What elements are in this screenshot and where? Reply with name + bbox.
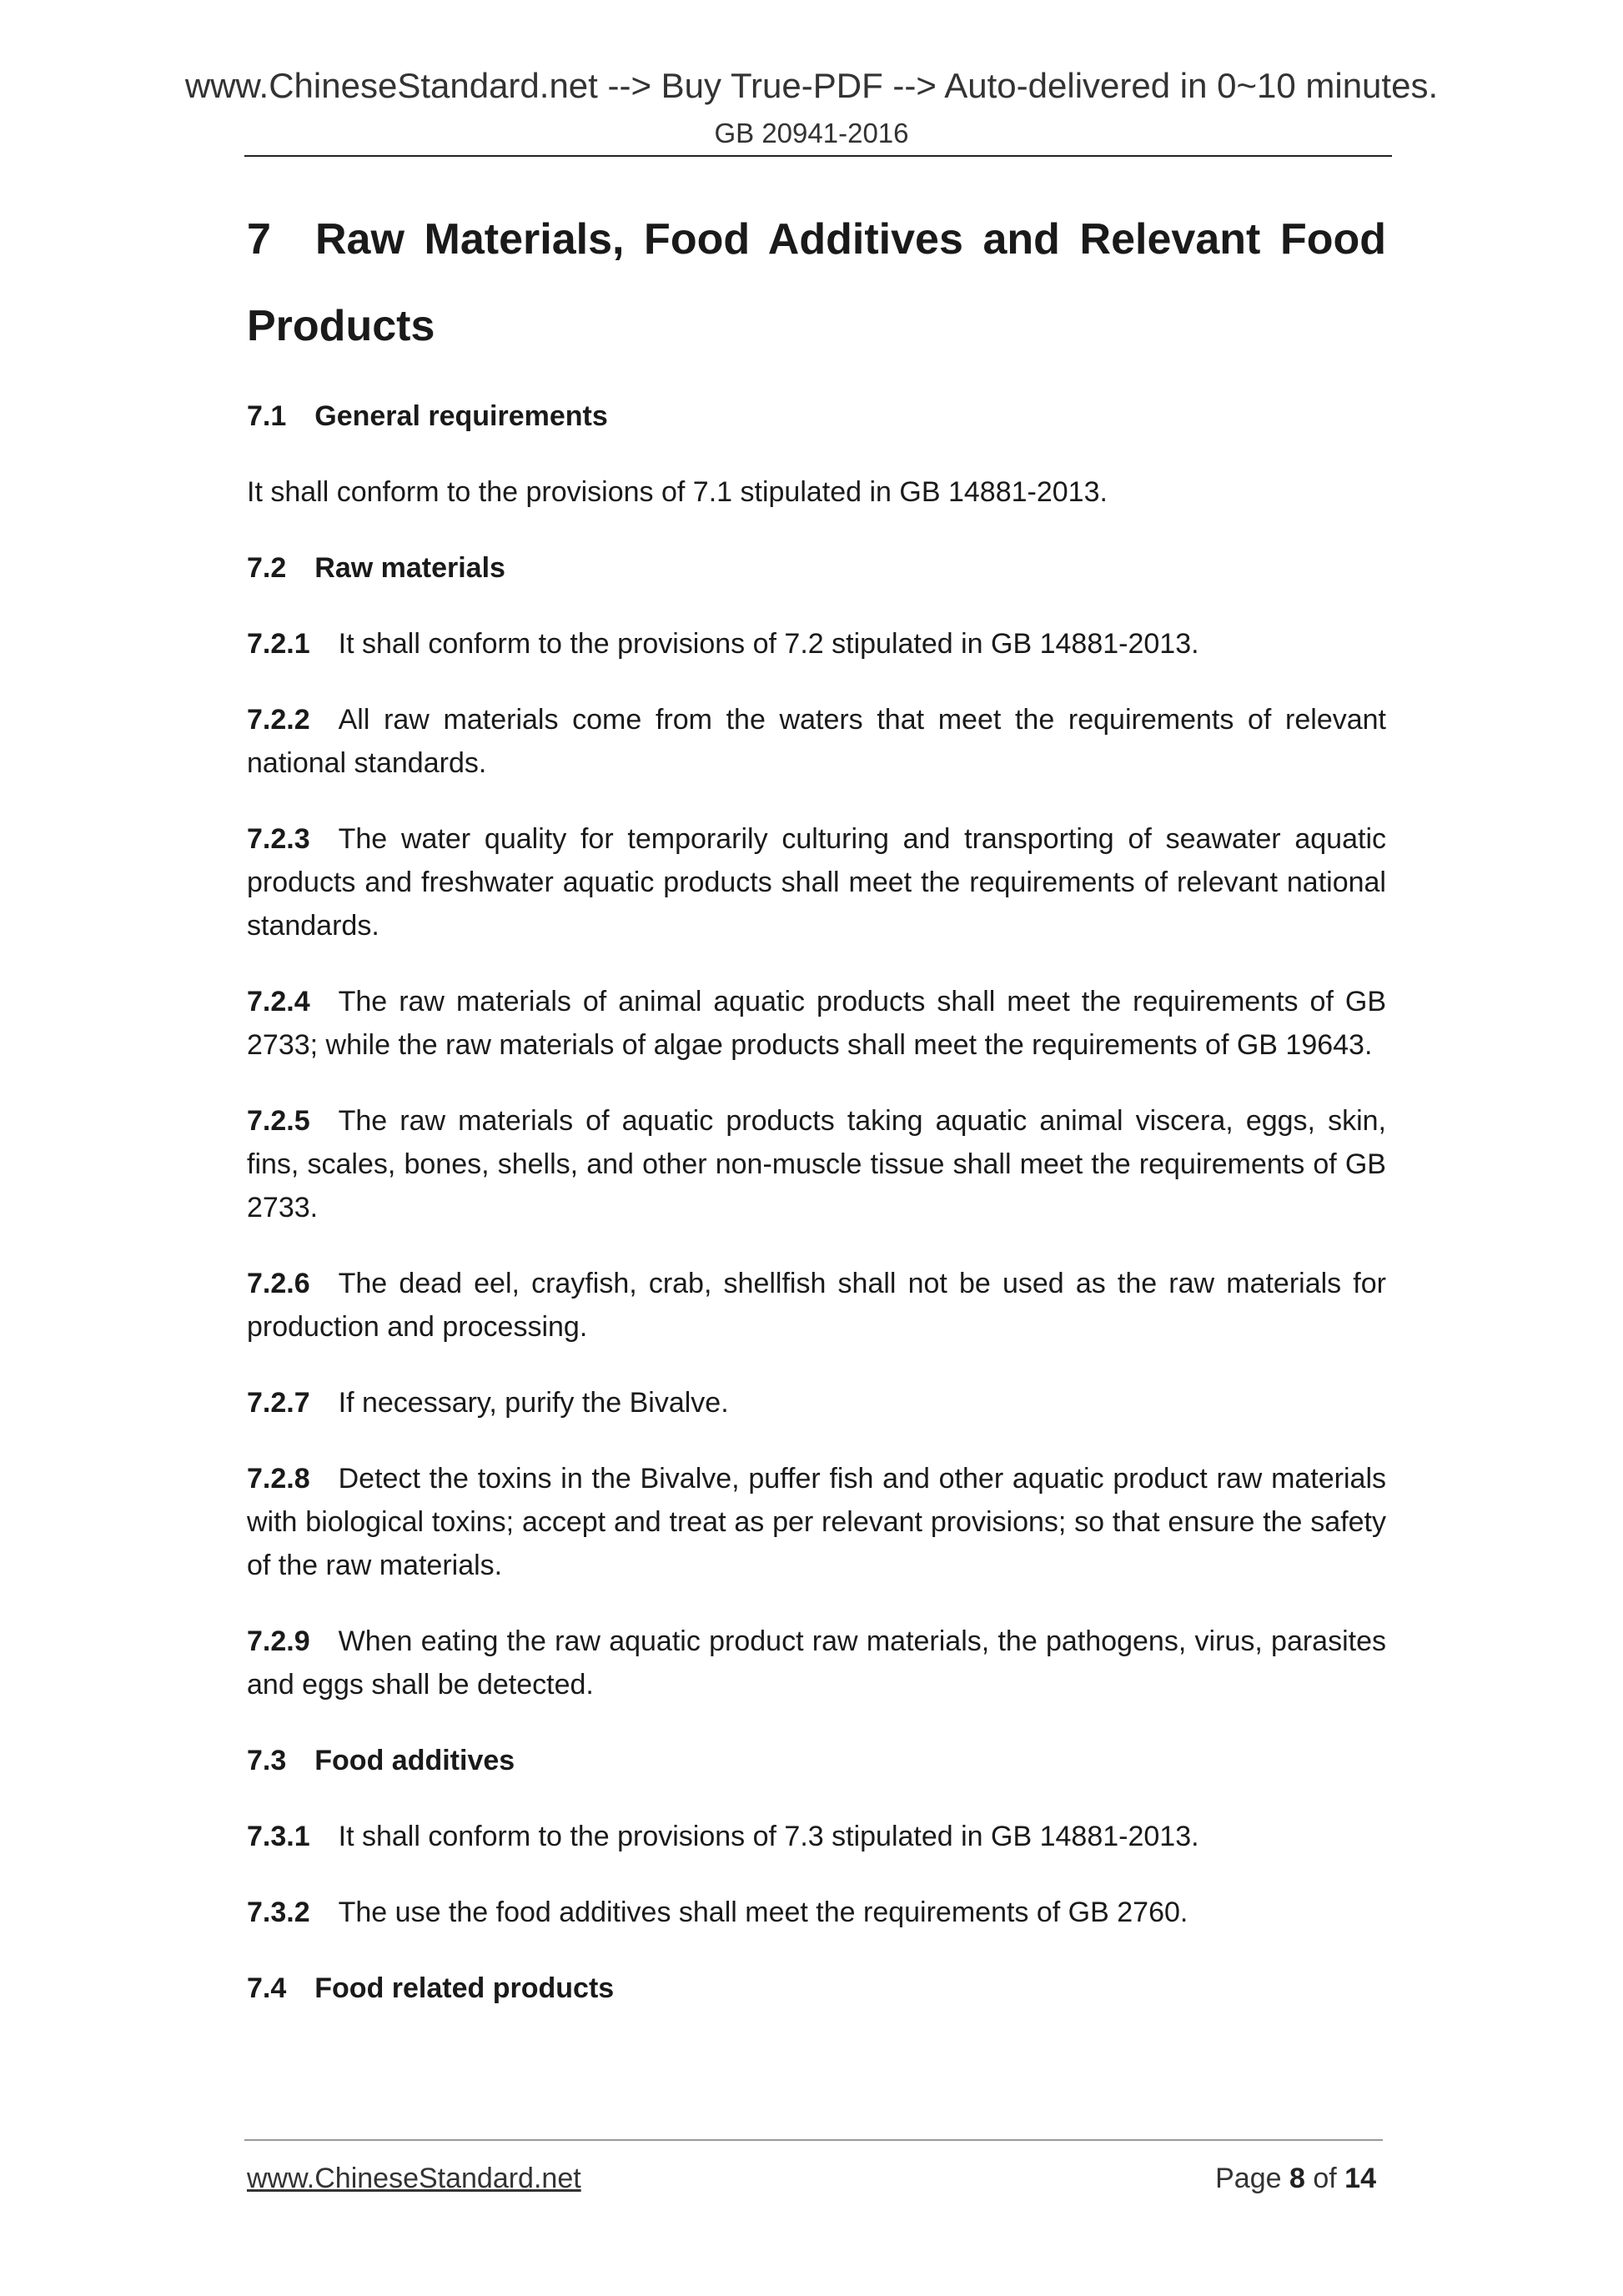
clause [247,1620,1386,1706]
clause [247,1381,1386,1424]
clause-number: 7.2.1 [247,628,310,660]
section-heading [247,394,1386,438]
page-of-label: of [1313,2163,1337,2194]
clause-text: The water quality for temporarily culturing and transporting of seawater aquatic products and freshwater aquatic products shall meet the requirements of relevant national standards. [247,823,1386,942]
clause-text: All raw materials come from the waters that meet the requirements of relevant national standards. [247,704,1386,779]
clause [247,1891,1386,1934]
clause-text: If necessary, purify the Bivalve. [338,1387,729,1419]
clause-number: 7.2.3 [247,823,310,855]
clause-number: 7.2.6 [247,1268,310,1299]
footer-divider [244,2139,1383,2141]
section-number: 7.1 [247,400,287,432]
clause-text: It shall conform to the provisions of 7.2 stipulated in GB 14881-2013. [338,628,1199,660]
clause [247,980,1386,1067]
clause-text: It shall conform to the provisions of 7.3 stipulated in GB 14881-2013. [338,1821,1199,1852]
section-number: 7.3 [247,1745,287,1776]
chapter-number: 7 [247,215,271,264]
page-indicator [1215,2160,1376,2197]
header-divider [244,155,1392,157]
clause-number: 7.2.7 [247,1387,310,1419]
section-heading-text: Food related products [314,1972,615,2004]
clause-text: The use the food additives shall meet the requirements of GB 2760. [338,1897,1188,1928]
document-body [247,196,1386,2042]
clause-number: 7.2.4 [247,986,310,1017]
section-heading [247,546,1386,590]
clause-number: 7.2.2 [247,704,310,736]
clause-number: 7.2.9 [247,1625,310,1657]
clause [247,1099,1386,1229]
clause [247,698,1386,785]
clause-text: The raw materials of aquatic products taking aquatic animal viscera, eggs, skin, fins, scales, bones, shells, and other non-muscle tissue shall meet the requirements of GB 2733. [247,1105,1386,1223]
page-total: 14 [1344,2163,1376,2194]
section-heading-text: Raw materials [314,552,505,584]
section-heading [247,1967,1386,2010]
clause-text: The dead eel, crayfish, crab, shellfish shall not be used as the raw materials for production and processing. [247,1268,1386,1343]
clause-text: The raw materials of animal aquatic products shall meet the requirements of GB 2733; while the raw materials of algae products shall meet the requirements of GB 19643. [247,986,1386,1061]
clause-number: 7.2.5 [247,1105,310,1137]
section-number: 7.4 [247,1972,287,2004]
section-heading-text: Food additives [314,1745,515,1776]
clause-number: 7.3.2 [247,1897,310,1928]
clause [247,817,1386,947]
clause [247,622,1386,666]
paragraph-text: It shall conform to the provisions of 7.1 stipulated in GB 14881-2013. [247,476,1108,508]
clause-text: Detect the toxins in the Bivalve, puffer fish and other aquatic product raw materials with biological toxins; accept and treat as per relevant provisions; so that ensure the safety of the raw materials. [247,1463,1386,1581]
chapter-title [247,196,1386,369]
section-number: 7.2 [247,552,287,584]
header-banner: www.ChineseStandard.net --> Buy True-PDF --> Auto-delivered in 0~10 minutes. [184,66,1439,105]
chapter-title-text: Raw Materials, Food Additives and Relevant Food Products [247,215,1386,350]
paragraph [247,470,1386,514]
clause-text: When eating the raw aquatic product raw materials, the pathogens, virus, parasites and eggs shall be detected. [247,1625,1386,1701]
section-heading [247,1739,1386,1782]
standard-code: GB 20941-2016 [714,118,909,148]
clause [247,1815,1386,1858]
page-label: Page [1215,2163,1282,2194]
clause-number: 7.2.8 [247,1463,310,1495]
clause [247,1262,1386,1349]
clause [247,1457,1386,1587]
section-heading-text: General requirements [314,400,608,432]
clause-number: 7.3.1 [247,1821,310,1852]
footer-website-link[interactable]: www.ChineseStandard.net [247,2163,581,2194]
page-current: 8 [1289,2163,1305,2194]
